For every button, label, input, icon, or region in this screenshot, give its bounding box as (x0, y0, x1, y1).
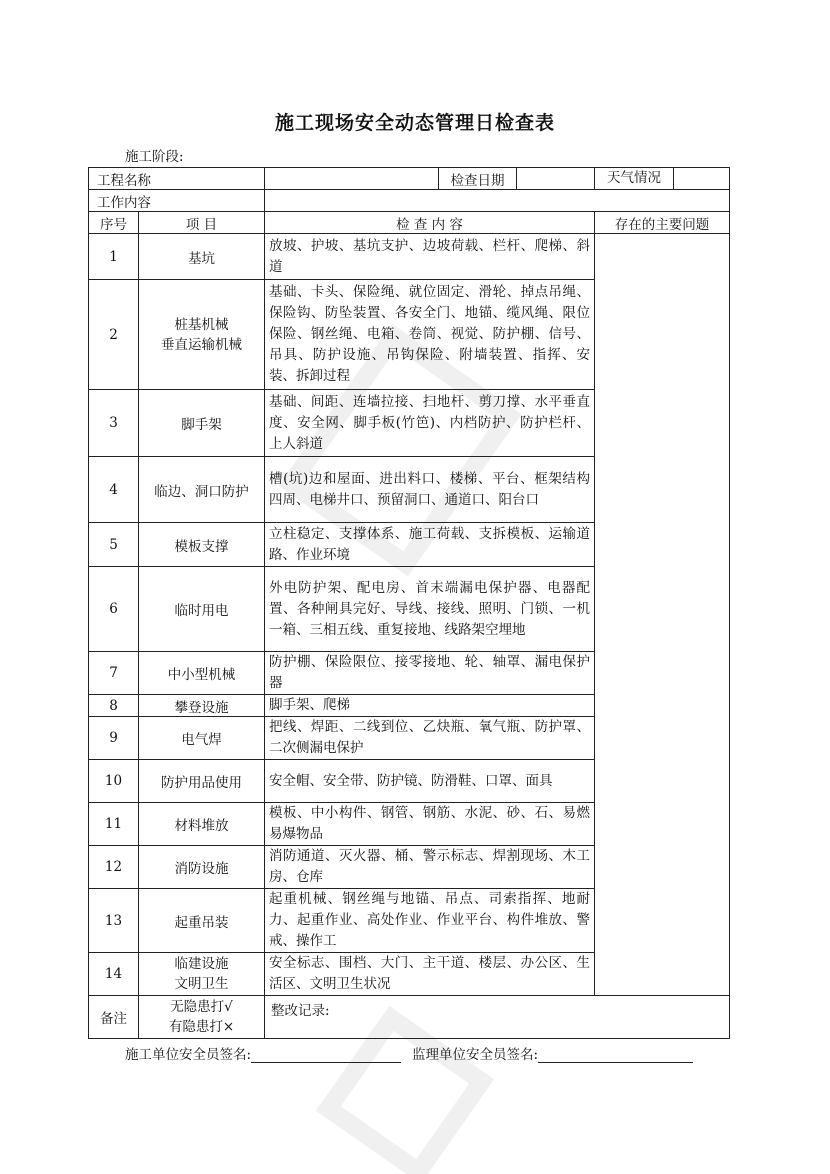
row-item: 材料堆放 (139, 803, 265, 846)
row-item-line2: 文明卫生 (174, 976, 229, 992)
row-content: 基础、卡头、保险绳、就位固定、滑轮、掉点吊绳、保险钩、防坠装置、各安全门、地锚、缆风绳、限位保险、钢丝绳、电箱、卷筒、视觉、防护棚、信号、吊具、防护设施、吊钩保险、附墙装置、指挥、安装、拆卸过程 (265, 280, 595, 390)
no-hazard-legend: 无隐患打√ (170, 999, 233, 1015)
contractor-signature (125, 1043, 401, 1063)
supervisor-signature (412, 1043, 693, 1063)
row-content: 安全帽、安全带、防护镜、防滑鞋、口罩、面具 (265, 760, 595, 803)
row-no: 8 (89, 695, 139, 717)
col-content: 检 查 内 容 (265, 212, 595, 234)
row-no: 2 (89, 280, 139, 390)
row-no: 13 (89, 889, 139, 953)
row-item: 脚手架 (139, 390, 265, 457)
weather-cell (595, 168, 730, 190)
row-content: 安全标志、围档、大门、主干道、楼层、办公区、生活区、文明卫生状况 (265, 953, 595, 996)
row-item: 防护用品使用 (139, 760, 265, 803)
work-content-field[interactable] (265, 190, 730, 212)
supervisor-signature-label: 监理单位安全员签名: (412, 1047, 539, 1063)
remarks-label: 备注 (89, 996, 139, 1039)
rectify-record-field[interactable] (265, 996, 730, 1039)
row-item-line1: 临建设施 (174, 956, 229, 972)
issues-field[interactable] (595, 234, 730, 996)
row-item: 临时用电 (139, 567, 265, 652)
has-hazard-legend: 有隐患打× (168, 1019, 235, 1035)
check-date-field[interactable] (517, 168, 595, 190)
row-item: 临边、洞口防护 (139, 457, 265, 523)
row-item: 中小型机械 (139, 652, 265, 695)
rectify-record-label: 整改记录: (271, 1003, 330, 1019)
row-content: 脚手架、爬梯 (265, 695, 595, 717)
row-no: 1 (89, 234, 139, 280)
row-content: 立柱稳定、支撑体系、施工荷载、支拆模板、运输道路、作业环境 (265, 523, 595, 567)
col-issues: 存在的主要问题 (595, 212, 730, 234)
project-name-label: 工程名称 (89, 168, 265, 190)
row-no: 4 (89, 457, 139, 523)
row-no: 9 (89, 717, 139, 760)
header-row-work (89, 190, 730, 212)
row-content: 防护棚、保险限位、接零接地、轮、轴罩、漏电保护器 (265, 652, 595, 695)
row-content: 消防通道、灭火器、桶、警示标志、焊割现场、木工房、仓库 (265, 846, 595, 889)
supervisor-signature-line[interactable] (538, 1048, 693, 1063)
work-content-label: 工作内容 (89, 190, 265, 212)
row-no: 7 (89, 652, 139, 695)
row-item: 消防设施 (139, 846, 265, 889)
col-no: 序号 (89, 212, 139, 234)
row-no: 11 (89, 803, 139, 846)
row-content: 起重机械、钢丝绳与地锚、吊点、司索指挥、地耐力、起重作业、高处作业、作业平台、构件堆放、警戒、操作工 (265, 889, 595, 953)
col-item: 项 目 (139, 212, 265, 234)
inspection-table (88, 167, 730, 1039)
contractor-signature-line[interactable] (251, 1048, 401, 1063)
row-item-line1: 桩基机械 (174, 316, 229, 333)
row-item (139, 280, 265, 390)
remarks-legend (139, 996, 265, 1039)
row-item-line2: 垂直运输机械 (161, 336, 242, 353)
project-name-field[interactable] (265, 168, 439, 190)
row-content: 模板、中小构件、钢管、钢筋、水泥、砂、石、易燃易爆物品 (265, 803, 595, 846)
row-no: 10 (89, 760, 139, 803)
row-item: 模板支撑 (139, 523, 265, 567)
row-item: 电气焊 (139, 717, 265, 760)
check-date-label: 检查日期 (439, 168, 517, 190)
row-item (139, 953, 265, 996)
row-item: 攀登设施 (139, 695, 265, 717)
row-content: 放坡、护坡、基坑支护、边坡荷载、栏杆、爬梯、斜道 (265, 234, 595, 280)
construction-stage-label: 施工阶段: (125, 149, 184, 165)
column-header-row (89, 212, 730, 234)
row-content: 基础、间距、连墙拉接、扫地杆、剪刀撑、水平垂直度、安全网、脚手板(竹笆)、内档防护、防护栏杆、上人斜道 (265, 390, 595, 457)
row-content: 把线、焊距、二线到位、乙炔瓶、氧气瓶、防护罩、二次侧漏电保护 (265, 717, 595, 760)
page-title: 施工现场安全动态管理日检查表 (274, 112, 555, 134)
row-no: 3 (89, 390, 139, 457)
row-no: 5 (89, 523, 139, 567)
weather-label: 天气情况 (595, 168, 674, 189)
header-row-project (89, 168, 730, 190)
row-no: 6 (89, 567, 139, 652)
row-content: 外电防护架、配电房、首末端漏电保护器、电器配置、各种闸具完好、导线、接线、照明、门锁、一机一箱、三相五线、重复接地、线路架空埋地 (265, 567, 595, 652)
row-no: 12 (89, 846, 139, 889)
row-no: 14 (89, 953, 139, 996)
remarks-row (89, 996, 730, 1039)
table-row (89, 234, 730, 280)
row-item: 起重吊装 (139, 889, 265, 953)
contractor-signature-label: 施工单位安全员签名: (125, 1047, 252, 1063)
row-item: 基坑 (139, 234, 265, 280)
row-content: 槽(坑)边和屋面、进出料口、楼梯、平台、框架结构四周、电梯井口、预留洞口、通道口、阳台口 (265, 457, 595, 523)
